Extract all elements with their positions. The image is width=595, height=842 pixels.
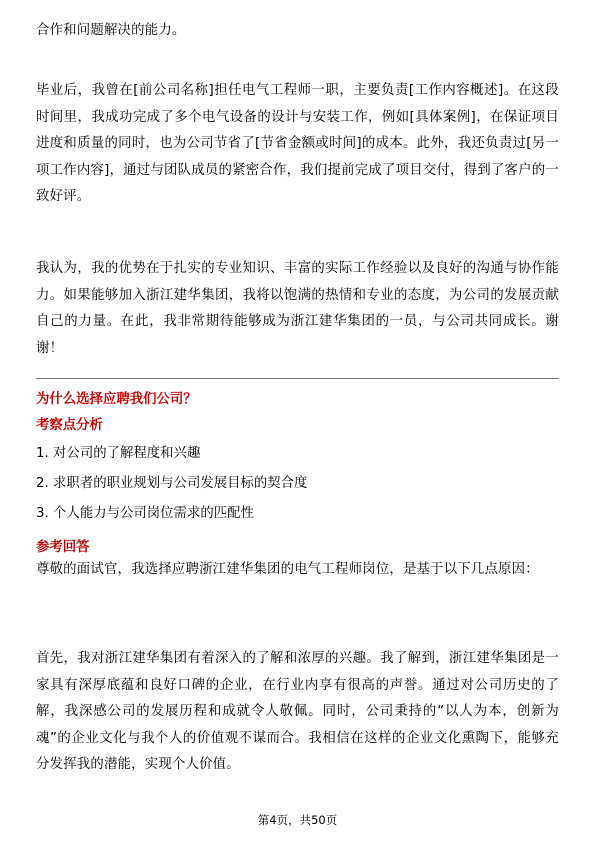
- answer-intro-paragraph: 尊敬的面试官，我选择应聘浙江建华集团的电气工程师岗位，是基于以下几点原因：: [36, 562, 539, 577]
- answer-first-paragraph: 首先，我对浙江建华集团有着深入的了解和浓厚的兴趣。我了解到，浙江建华集团是一家具有深厚底蕴和良好口碑的企业，在行业内享有很高的声誉。通过对公司历史的了解，我深感公司的发展历程和成就令人敬佩。同时，公司秉持的“以人为本，创新为魂”的企业文化与我个人的价值观不谋而合。我相信在这样的企业文化熏陶下，能够充分发挥我的潜能，实现个人价值。: [36, 651, 559, 772]
- continuation-text: 合作和问题解决的能力。: [36, 23, 186, 38]
- analysis-item: 3. 个人能力与公司岗位需求的匹配性: [36, 506, 254, 521]
- answer-heading: 参考回答: [36, 540, 90, 555]
- analysis-item: 2. 求职者的职业规划与公司发展目标的契合度: [36, 476, 308, 491]
- page-number-footer: 第4页，共50页: [257, 813, 338, 827]
- strengths-paragraph: 我认为，我的优势在于扎实的专业知识、丰富的实际工作经验以及良好的沟通与协作能力。如果能够加入浙江建华集团，我将以饱满的热情和专业的态度，为公司的发展贡献自己的力量。在此，我非常期待能够成为浙江建华集团的一员，与公司共同成长。谢谢！: [36, 261, 559, 356]
- work-experience-paragraph: 毕业后，我曾在[前公司名称]担任电气工程师一职，主要负责[工作内容概述]。在这段时间里，我成功完成了多个电气设备的设计与安装工作，例如[具体案例]，在保证项目进度和质量的同时，也为公司节省了[节省金额或时间]的成本。此外，我还负责过[另一项工作内容]，通过与团队成员的紧密合作，我们提前完成了项目交付，得到了客户的一致好评。: [36, 83, 559, 204]
- analysis-item: 1. 对公司的了解程度和兴趣: [36, 446, 201, 461]
- analysis-heading: 考察点分析: [36, 418, 103, 433]
- question-heading: 为什么选择应聘我们公司？: [36, 392, 197, 407]
- section-divider: [36, 378, 559, 379]
